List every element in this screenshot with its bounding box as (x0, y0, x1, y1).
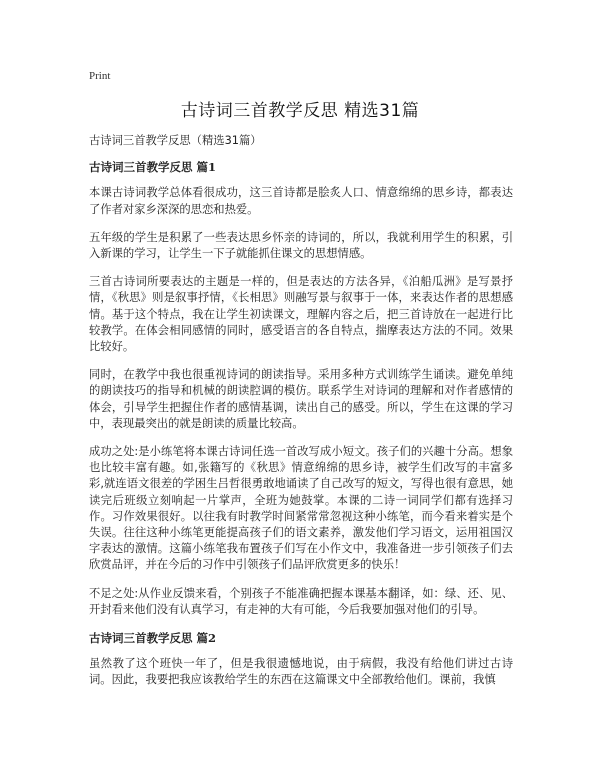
paragraph: 三首古诗词所要表达的主题是一样的，但是表达的方法各异，《泊船瓜洲》是写景抒情，《秋思》则是叙事抒情，《长相思》则融写景与叙事于一体，来表达作者的思想感情。基于这个特点，我在让学生初读课文，理解内容之后，把三首诗放在一起进行比较教学。在体会相同感情的同时，感受语言的各自特点，揣摩表达方法的不同。效果比较好。 (89, 275, 513, 354)
document-subtitle: 古诗词三首教学反思（精选31篇） (89, 134, 262, 147)
paragraph: 五年级的学生是积累了一些表达思乡怀亲的诗词的，所以，我就利用学生的积累，引入新课的学习，让学生一下子就能抓住课文的思想情感。 (89, 230, 513, 261)
section-heading-2: 古诗词三首教学反思 篇2 (89, 631, 217, 646)
print-label[interactable]: Print (89, 70, 111, 82)
section-heading-1: 古诗词三首教学反思 篇1 (89, 160, 217, 175)
paragraph: 不足之处:从作业反馈来看，个别孩子不能准确把握本课基本翻译，如：绿、还、见、开封看来他们没有认真学习，有走神的大有可能，今后我要加强对他们的引导。 (89, 586, 513, 616)
paragraph: 本课古诗词教学总体看很成功，这三首诗都是脍炙人口、情意绵绵的思乡诗，都表达了作者对家乡深深的思恋和热爱。 (89, 186, 513, 216)
paragraph: 成功之处:是小练笔将本课古诗词任选一首改写成小短文。孩子们的兴趣十分高。想象也比较丰富有趣。如,张籍写的《秋思》情意绵绵的思乡诗，被学生们改写的丰富多彩,就连语文很差的学困生吕哲很勇敢地诵读了自己改写的短文，写得也很有意思，她读完后班级立刻响起一片掌声，全班为她鼓掌。本课的二诗一词同学们都有选择习作。习作效果很好。以往我有时教学时间紧常常忽视这种小练笔，而今看来着实是个失误。往往这种小练笔更能提高孩子们的语文素养，激发他们学习语文，运用祖国汉字表达的激情。这篇小练笔我布置孩子们写在小作文中，我准备进一步引领孩子们去欣赏品评，并在今后的习作中引领孩子们品评欣赏更多的快乐！ (89, 445, 513, 572)
paragraph: 同时，在教学中我也很重视诗词的朗读指导。采用多种方式训练学生诵读。避免单纯的朗读技巧的指导和机械的朗读腔调的模仿。联系学生对诗词的理解和对作者感情的体会，引导学生把握住作者的感情基调，读出自己的感受。所以，学生在这课的学习中，表现最突出的就是朗读的质量比较高。 (89, 368, 513, 430)
document-title: 古诗词三首教学反思 精选31篇 (180, 101, 420, 121)
paragraph: 虽然教了这个班快一年了，但是我很遗憾地说，由于病假，我没有给他们讲过古诗词。因此，我要把我应该教给学生的东西在这篇课文中全部教给他们。课前，我慎 (89, 657, 513, 687)
document-body (89, 133, 513, 701)
